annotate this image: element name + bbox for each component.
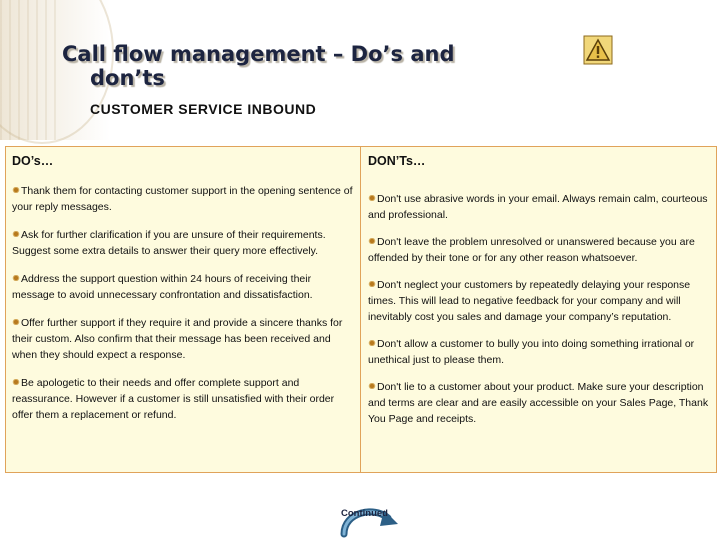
bullet-icon [368, 383, 376, 389]
donts-item: Don't use abrasive words in your email. Always remain calm, courteous and professional. [368, 193, 708, 221]
bullet-icon [368, 281, 376, 287]
donts-item: Don't allow a customer to bully you into doing something irrational or unethical just to please them. [368, 338, 695, 366]
continue-button[interactable] [340, 504, 402, 538]
slide-title [62, 42, 542, 90]
bullet-icon [12, 231, 20, 237]
continue-label: Continued [341, 508, 388, 519]
dos-donts-table [5, 146, 717, 473]
donts-heading: DON’Ts… [368, 154, 426, 168]
slide-title-line1: Call flow management – Do’s and [62, 42, 455, 66]
bullet-icon [12, 379, 20, 385]
dos-item: Offer further support if they require it and provide a sincere thanks for their custom. Also confirm that their message has been received and when they should expect a response. [12, 317, 343, 361]
dos-item: Ask for further clarification if you are unsure of their requirements. Suggest some extra details to answer their query more effectively. [12, 229, 326, 257]
bullet-icon [12, 187, 20, 193]
slide-subtitle: CUSTOMER SERVICE INBOUND [90, 101, 317, 117]
bullet-icon [368, 195, 376, 201]
dos-item: Be apologetic to their needs and offer complete support and reassurance. However if a customer is still unsatisfied with their order offer them a replacement or refund. [12, 377, 335, 421]
bullet-icon [12, 319, 20, 325]
donts-column [361, 147, 716, 472]
bullet-icon [368, 238, 376, 244]
slide-title-line2: don’ts [90, 66, 165, 90]
donts-item: Don't neglect your customers by repeatedly delaying your response times. This will lead to negative feedback for your company and will inevitably cost you sales and damage your company’s reputation. [368, 279, 691, 323]
donts-item: Don't lie to a customer about your product. Make sure your description and terms are clear and are easily accessible on your Sales Page, Thank You Page and receipts. [368, 381, 709, 425]
warning-triangle-icon [583, 35, 613, 65]
bullet-icon [12, 275, 20, 281]
dos-column [6, 147, 361, 472]
dos-item: Thank them for contacting customer support in the opening sentence of your reply messages. [12, 185, 353, 213]
bullet-icon [368, 340, 376, 346]
dos-heading: DO’s… [12, 154, 54, 168]
dos-item: Address the support question within 24 hours of receiving their message to avoid unnecessary confrontation and dissatisfaction. [12, 273, 313, 301]
donts-item: Don't leave the problem unresolved or unanswered because you are offended by their tone or for any other reason whatsoever. [368, 236, 695, 264]
